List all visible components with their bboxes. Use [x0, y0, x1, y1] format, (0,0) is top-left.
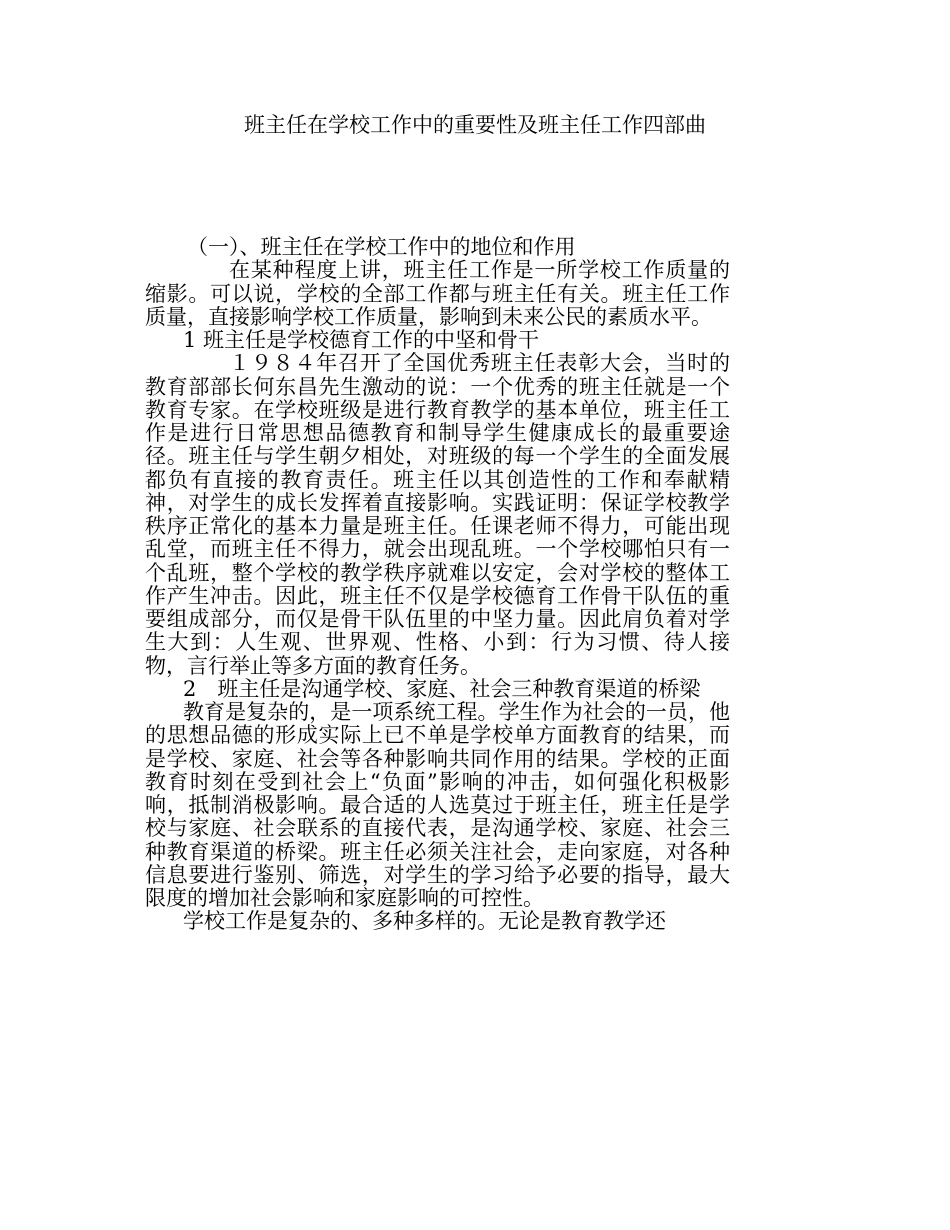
paragraph-1984: １９８４年召开了全国优秀班主任表彰大会，当时的教育部部长何东昌先生激动的说：一个优秀的班主任就是一个教育专家。在学校班级是进行教育教学的基本单位，班主任工作是进行日常思想品德教育和制导学生健康成长的最重要途径。班主任与学生朝夕相处，对班级的每一个学生的全面发展都负有直接的教育责任。班主任以其创造性的工作和奉献精神，对学生的成长发挥着直接影响。实践证明：保证学校教学秩序正常化的基本力量是班主任。任课老师不得力，可能出现乱堂，而班主任不得力，就会出现乱班。一个学校哪怕只有一个乱班，整个学校的教学秩序就难以安定，会对学校的整体工作产生冲击。因此，班主任不仅是学校德育工作骨干队伍的重要组成部分，而仅是骨干队伍里的中坚力量。因此肩负着对学生大到：人生观、世界观、性格、小到：行为习惯、待人接物，言行举止等多方面的教育任务。 — [145, 351, 730, 678]
paragraph-school-work: 学校工作是复杂的、多种多样的。无论是教育教学还 — [183, 909, 666, 934]
subheading-2: 2 班主任是沟通学校、家庭、社会三种教育渠道的桥梁 — [183, 676, 701, 701]
paragraph-intro: 在某种程度上讲，班主任工作是一所学校工作质量的缩影。可以说，学校的全部工作都与班主任有关。班主任工作质量，直接影响学校工作质量，影响到未来公民的素质水平。 — [145, 258, 730, 329]
document-title: 班主任在学校工作中的重要性及班主任工作四部曲 — [244, 113, 706, 137]
document-body — [145, 236, 730, 934]
paragraph-education-system: 教育是复杂的，是一项系统工程。学生作为社会的一员，他的思想品德的形成实际上已不单是学校单方面教育的结果，而是学校、家庭、社会等各种影响共同作用的结果。学校的正面教育时刻在受到社会上“负面”影响的冲击，如何强化积极影响，抵制消极影响。最合适的人选莫过于班主任，班主任是学校与家庭、社会联系的直接代表，是沟通学校、家庭、社会三种教育渠道的桥梁。班主任必须关注社会，走向家庭，对各种信息要进行鉴别、筛选，对学生的学习给予必要的指导，最大限度的增加社会影响和家庭影响的可控性。 — [145, 700, 730, 910]
section-heading: （一）、班主任在学校工作中的地位和作用 — [187, 235, 576, 259]
subheading-1: 1 班主任是学校德育工作的中坚和骨干 — [183, 328, 540, 352]
